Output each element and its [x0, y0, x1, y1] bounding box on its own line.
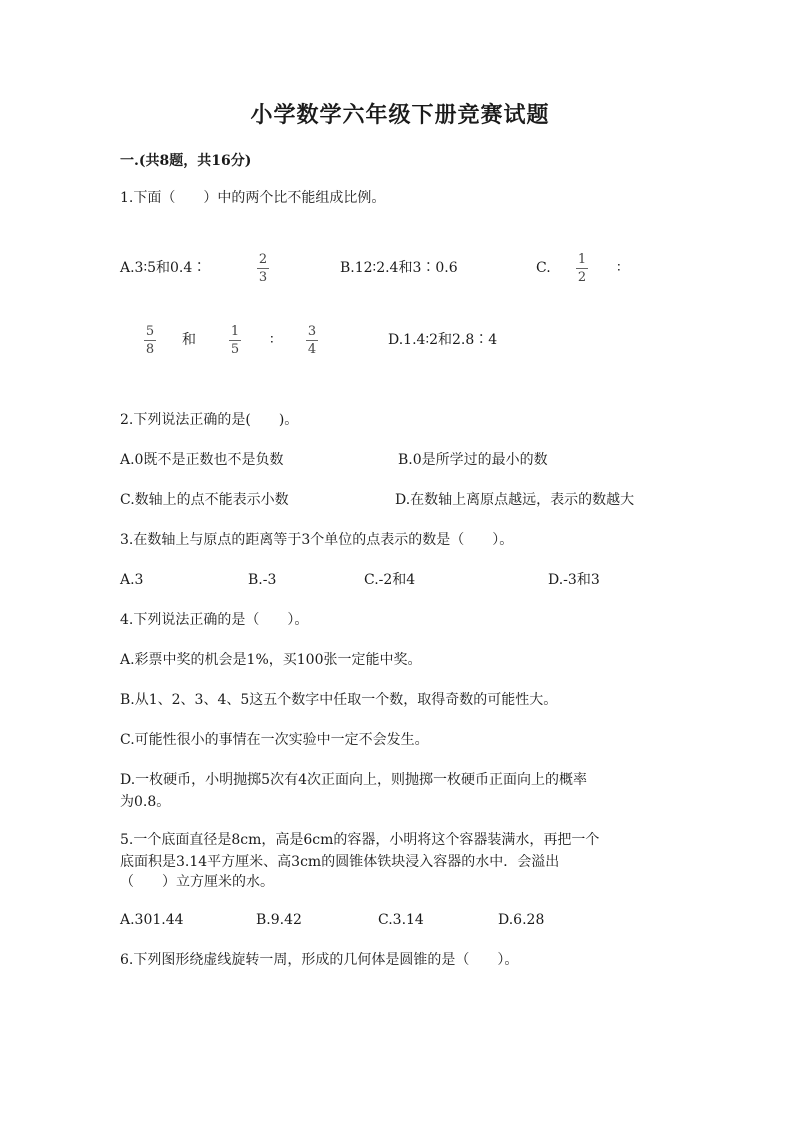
- page-title: 小学数学六年级下册竞赛试题: [250, 102, 550, 128]
- q3-option-c: C.-2和4: [364, 572, 416, 588]
- q4-option-d-line-2: 为0.8。: [120, 794, 171, 810]
- q5-option-b: B.9.42: [256, 912, 302, 928]
- q1-option-c-fraction-1: [576, 252, 588, 285]
- question-2-stem: 2.下列说法正确的是( )。: [120, 412, 299, 428]
- q1-option-c-fraction-3: [229, 324, 241, 357]
- question-5-stem-line-1: 5.一个底面直径是8cm，高是6cm的容器，小明将这个容器装满水，再把一个: [120, 832, 600, 848]
- question-5-stem-line-2: 底面积是3.14平方厘米、高3cm的圆锥体铁块浸入容器的水中．会溢出: [120, 854, 560, 870]
- q4-option-c: C.可能性很小的事情在一次实验中一定不会发生。: [120, 732, 429, 748]
- fraction-bar: [257, 268, 269, 269]
- q2-option-a: A.0既不是正数也不是负数: [120, 452, 284, 468]
- section-heading: 一.(共8题，共16分): [120, 153, 252, 169]
- fraction-bar: [144, 340, 156, 341]
- q2-option-b: B.0是所学过的最小的数: [398, 452, 548, 468]
- q3-option-a: A.3: [120, 572, 144, 588]
- fraction-numerator: 3: [307, 324, 317, 339]
- q4-option-d-line-1: D.一枚硬币，小明抛掷5次有4次正面向上，则抛掷一枚硬币正面向上的概率: [120, 772, 587, 788]
- q5-option-d: D.6.28: [498, 912, 545, 928]
- fraction-denominator: 8: [145, 342, 155, 357]
- question-3-stem: 3.在数轴上与原点的距离等于3个单位的点表示的数是（ ）。: [120, 532, 514, 548]
- q3-option-d: D.-3和3: [548, 572, 600, 588]
- q3-option-b: B.-3: [248, 572, 277, 588]
- q1-option-c-fraction-2: [144, 324, 156, 357]
- q1-option-b: B.12∶2.4和3∶0.6: [340, 260, 458, 276]
- q1-option-c-colon-1: ∶: [617, 260, 621, 276]
- q2-option-d: D.在数轴上离原点越远，表示的数越大: [395, 492, 635, 508]
- q5-option-c: C.3.14: [378, 912, 424, 928]
- q1-option-c-colon-2: ∶: [270, 332, 274, 348]
- q1-option-a: A.3∶5和0.4∶: [120, 260, 207, 276]
- q1-option-d: D.1.4∶2和2.8∶4: [388, 332, 498, 348]
- q1-option-c-and: 和: [182, 332, 196, 348]
- fraction-numerator: 1: [230, 324, 240, 339]
- question-5-stem-line-3: （ ）立方厘米的水。: [120, 874, 274, 890]
- fraction-denominator: 4: [307, 342, 317, 357]
- fraction-bar: [229, 340, 241, 341]
- question-1-stem: 1.下面（ ）中的两个比不能组成比例。: [120, 190, 386, 206]
- question-4-stem: 4.下列说法正确的是（ ）。: [120, 612, 309, 628]
- fraction-numerator: 2: [258, 252, 268, 267]
- question-6-stem: 6.下列图形绕虚线旋转一周，形成的几何体是圆锥的是（ ）。: [120, 952, 519, 968]
- q1-option-c-fraction-4: [306, 324, 318, 357]
- fraction-numerator: 5: [145, 324, 155, 339]
- fraction-denominator: 5: [230, 342, 240, 357]
- q2-option-c: C.数轴上的点不能表示小数: [120, 492, 289, 508]
- q1-option-a-fraction: [257, 252, 269, 285]
- q1-option-c-label: C.: [536, 260, 551, 276]
- fraction-numerator: 1: [577, 252, 587, 267]
- q4-option-a: A.彩票中奖的机会是1%，买100张一定能中奖。: [120, 652, 422, 668]
- fraction-bar: [306, 340, 318, 341]
- q5-option-a: A.301.44: [120, 912, 184, 928]
- fraction-denominator: 3: [258, 270, 268, 285]
- fraction-bar: [576, 268, 588, 269]
- fraction-denominator: 2: [577, 270, 587, 285]
- q4-option-b: B.从1、2、3、4、5这五个数字中任取一个数，取得奇数的可能性大。: [120, 692, 558, 708]
